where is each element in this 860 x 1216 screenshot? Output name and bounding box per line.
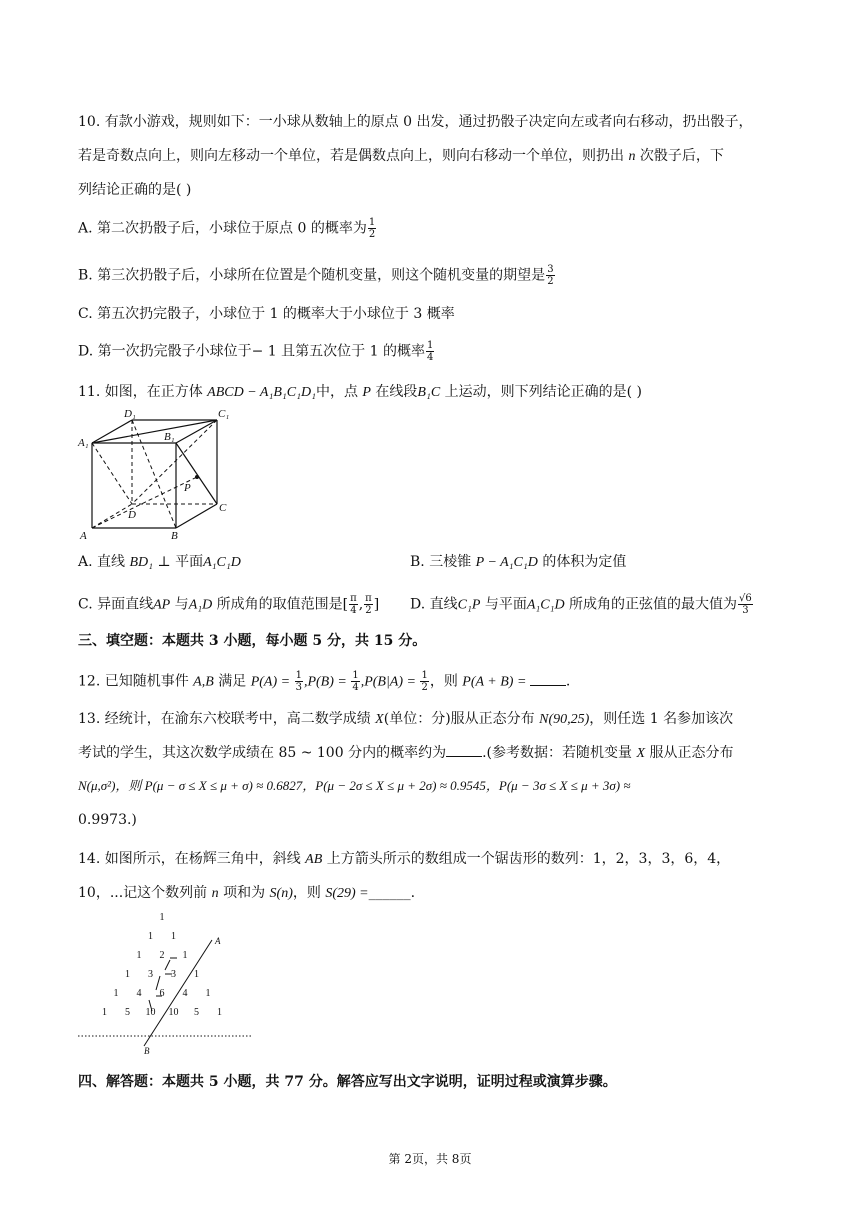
triangle-number: 1 (182, 950, 188, 961)
page-footer: 第 2页，共 8页 (388, 1152, 472, 1166)
triangle-number: 5 (194, 1007, 199, 1018)
q13-line2: 考试的学生，其这次数学成绩在 85 ~ 100 分内的概率约为 .(参考数据：若随机变量 X 服从正态分布 (78, 742, 733, 764)
q11-option-c: C. 异面直线AP 与A₁D 所成角的取值范围是[ $\frac{\pi}{4}$ , $\frac{\pi}{2}$ ] (78, 593, 380, 616)
q13-answer-blank (446, 742, 482, 757)
triangle-number: 1 (194, 969, 199, 980)
label-a: A (215, 936, 221, 946)
triangle-number: 3 (148, 969, 153, 980)
label-c1: C₁ (218, 408, 230, 420)
q10-option-c: C. 第五次扔完骰子，小球位于 1 的概率大于小球位于 3 概率 (78, 306, 455, 322)
q10-line2: 若是奇数点向上，则向左移动一个单位，若是偶数点向上，则向右移动一个单位，则扔出 n 次骰子后，下 (78, 148, 724, 164)
triangle-number: 3 (171, 969, 176, 980)
label-b1: B₁ (164, 431, 175, 443)
q13-line3: N(μ,σ²)，则 P(μ − σ ≤ X ≤ μ + σ) ≈ 0.6827，P(μ − 2σ ≤ X ≤ μ + 2σ) ≈ 0.9545，P(μ − 3σ ≤ X ≤ μ + 3σ) ≈ (78, 778, 631, 793)
q10-option-b: B. 第三次扔骰子后，小球所在位置是个随机变量，则这个随机变量的期望是 $\frac{3}{2}$ (78, 264, 554, 287)
label-a: A (80, 530, 87, 542)
label-a1: A₁ (78, 437, 89, 449)
triangle-number: 10 (168, 1007, 179, 1018)
label-p: P (184, 482, 191, 494)
triangle-number: 1 (217, 1007, 222, 1018)
triangle-number: 1 (113, 988, 119, 999)
q14-line2: 10，...记这个数列前 n 项和为 S(n)，则 S(29) =______. (78, 885, 416, 901)
triangle-number: 5 (125, 1007, 130, 1018)
q13-line4: 0.9973.) (78, 812, 137, 828)
label-c: C (219, 502, 227, 514)
q10-option-a: A. 第二次扔骰子后，小球位于原点 0 的概率为 $\frac{1}{2}$ (78, 217, 376, 240)
q13-line1: 13. 经统计，在渝东六校联考中，高二数学成绩 X(单位：分)服从正态分布 N(90,25)，则任选 1 名参加该次 (78, 711, 734, 727)
section-3-heading: 三、填空题：本题共 3 小题，每小题 5 分，共 15 分。 (78, 633, 427, 649)
q11-stem: 11. 如图，在正方体 ABCD − A₁B₁C₁D₁中，点 P 在线段B₁C 上运动，则下列结论正确的是( ) (78, 384, 643, 400)
label-d1: D₁ (124, 408, 136, 420)
triangle-number: 1 (171, 931, 176, 942)
triangle-number: 1 (205, 988, 211, 999)
label-b: B (171, 530, 178, 542)
triangle-number: 2 (159, 950, 165, 961)
q11-option-d: D. 直线C₁P 与平面A₁C₁D 所成角的正弦值的最大值为 $\frac{√6}{3}$ (410, 593, 752, 616)
q12-answer-blank (530, 671, 566, 686)
label-b: B (144, 1046, 150, 1056)
triangle-number: 1 (102, 1007, 107, 1018)
q14-line1: 14. 如图所示，在杨辉三角中，斜线 AB 上方箭头所示的数组成一个锯齿形的数列：1，2，3，3，6，4， (78, 851, 731, 867)
q10-line3: 列结论正确的是( ) (78, 182, 192, 198)
triangle-number: 1 (125, 969, 130, 980)
triangle-number: 1 (159, 912, 165, 923)
q11-option-a: A. 直线 BD₁ ⊥ 平面A₁C₁D (78, 554, 241, 570)
q11-option-b: B. 三棱锥 P − A₁C₁D 的体积为定值 (410, 554, 627, 570)
triangle-number: 1 (148, 931, 153, 942)
q12: 12. 已知随机事件 A,B 满足 P(A) = $\frac{1}{3}$ ,P(B) = $\frac{1}{4}$ ,P(B|A) = $\frac{1}{2}$ ，则 P(A + B) = . (78, 670, 571, 693)
triangle-number: 4 (136, 988, 142, 999)
label-d: D (128, 509, 136, 521)
q10-option-d: D. 第一次扔完骰子小球位于− 1 且第五次位于 1 的概率 $\frac{1}{4}$ (78, 340, 434, 363)
triangle-number: 6 (159, 988, 165, 999)
triangle-number: 1 (136, 950, 142, 961)
cube-figure (76, 404, 236, 542)
triangle-number: 4 (182, 988, 188, 999)
triangle-number: 10 (145, 1007, 156, 1018)
pascal-triangle-figure (76, 908, 256, 1058)
q10-line1: 10. 有款小游戏，规则如下：一小球从数轴上的原点 0 出发，通过扔骰子决定向左或者向右移动，扔出骰子， (78, 114, 753, 130)
section-4-heading: 四、解答题：本题共 5 小题，共 77 分。解答应写出文字说明，证明过程或演算步骤。 (78, 1074, 617, 1090)
